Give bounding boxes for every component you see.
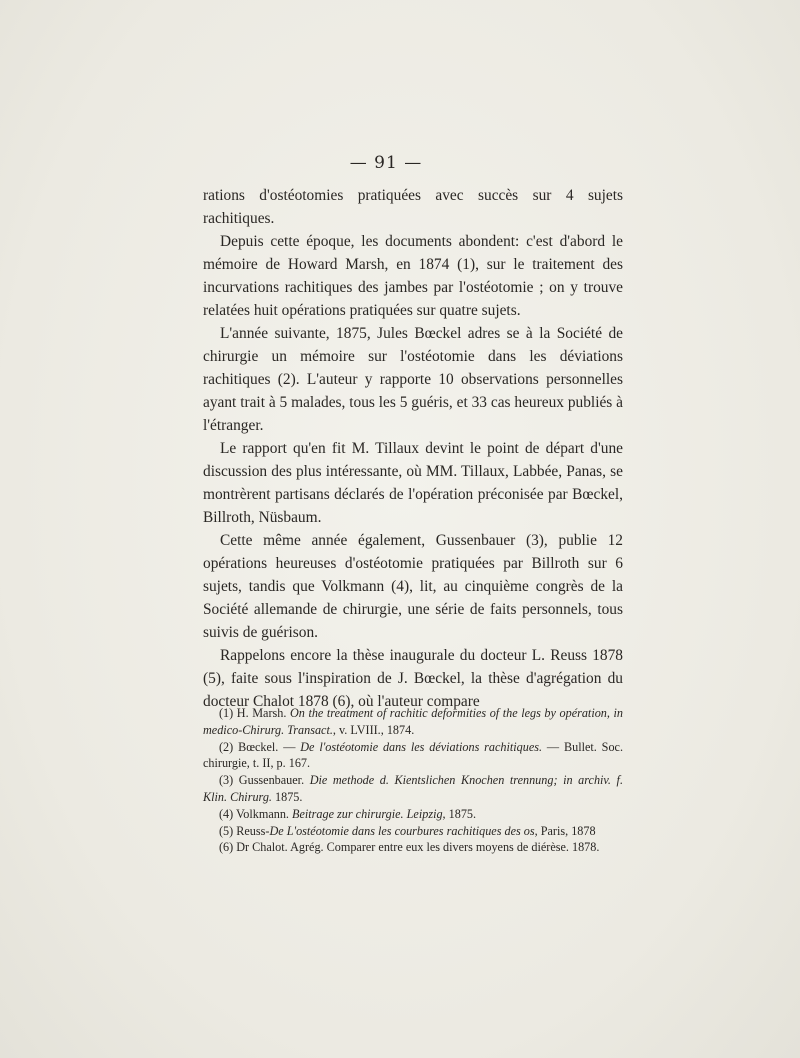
footnote bbox=[203, 839, 623, 856]
paragraph: Cette même année également, Gussenbauer (3), publie 12 opérations heureuses d'ostéotomie pratiquées par Billroth sur 6 sujets, tandis que Volkmann (4), lit, au cinquième congrès de la Société allemande de chirurgie, une série de faits personnels, tous suivis de guérison. bbox=[203, 532, 623, 641]
paragraph: L'année suivante, 1875, Jules Bœckel adres se à la Société de chirurgie un mémoire sur l'ostéotomie dans les déviations rachitiques (2). L'auteur y rapporte 10 observations personnelles ayant trait à 5 malades, tous les 5 guéris, et 33 cas heureux publiés à l'étranger. bbox=[203, 325, 623, 434]
footnote bbox=[203, 823, 623, 840]
footnote-text: — Bullet. Soc. chirurgie, t. II, p. 167. bbox=[203, 739, 623, 771]
footnote-text: 1875. bbox=[271, 789, 303, 804]
paragraph: Le rapport qu'en fit M. Tillaux devint le point de départ d'une discussion des plus intéressante, où MM. Tillaux, Labbée, Panas, se montrèrent partisans déclarés de l'opération préconisée par Bœckel, Billroth, Nüsbaum. bbox=[203, 440, 623, 526]
footnote-text: 1875. bbox=[445, 806, 477, 821]
footnote-text: , v. LVIII., 1874. bbox=[332, 722, 415, 737]
footnote-title: Die methode d. Kientslichen Knochen trennung; in archiv. f. Klin. Chirurg. bbox=[203, 773, 623, 804]
footnote bbox=[203, 739, 623, 773]
footnote-text: (2) Bœckel. — bbox=[219, 739, 301, 754]
footnote-title: De l'ostéotomie dans les déviations rachitiques. bbox=[300, 739, 543, 754]
footnote-text: (5) Reuss- bbox=[219, 823, 270, 838]
footnote bbox=[203, 806, 623, 823]
footnote-text: , Paris, 1878 bbox=[534, 823, 596, 838]
footnotes bbox=[203, 705, 623, 856]
page-number: — 91 — bbox=[349, 153, 423, 173]
footnote-text: (6) Dr Chalot. Agrég. Comparer entre eux les divers moyens de diérèse. 1878. bbox=[219, 840, 600, 855]
footnote bbox=[203, 772, 623, 806]
footnote-text: (3) Gussenbauer. bbox=[219, 773, 310, 788]
main-text bbox=[203, 184, 623, 713]
paragraph: rations d'ostéotomies pratiquées avec succès sur 4 sujets rachitiques. bbox=[203, 187, 623, 227]
footnote-text: (4) Volkmann. bbox=[219, 806, 293, 821]
footnote-text: (1) H. Marsh. bbox=[219, 706, 290, 720]
footnote-title: Beitrage zur chirurgie. Leipzig, bbox=[292, 806, 446, 821]
paragraph: Rappelons encore la thèse inaugurale du docteur L. Reuss 1878 (5), faite sous l'inspiration de J. Bœckel, la thèse d'agrégation du docteur Chalot 1878 (6), où l'auteur compare bbox=[203, 647, 623, 710]
footnote bbox=[203, 705, 623, 739]
footnote-title: De L'ostéotomie dans les courbures rachitiques des os bbox=[269, 823, 535, 838]
footnote-title: On the treatment of rachitic deformities of the legs by opération, in medico-Chirurg. Transact. bbox=[203, 706, 623, 737]
paragraph: Depuis cette époque, les documents abondent: c'est d'abord le mémoire de Howard Marsh, en 1874 (1), sur le traitement des incurvations rachitiques des jambes par l'ostéotomie ; on y trouve relatées huit opérations pratiquées sur quatre sujets. bbox=[203, 233, 623, 319]
